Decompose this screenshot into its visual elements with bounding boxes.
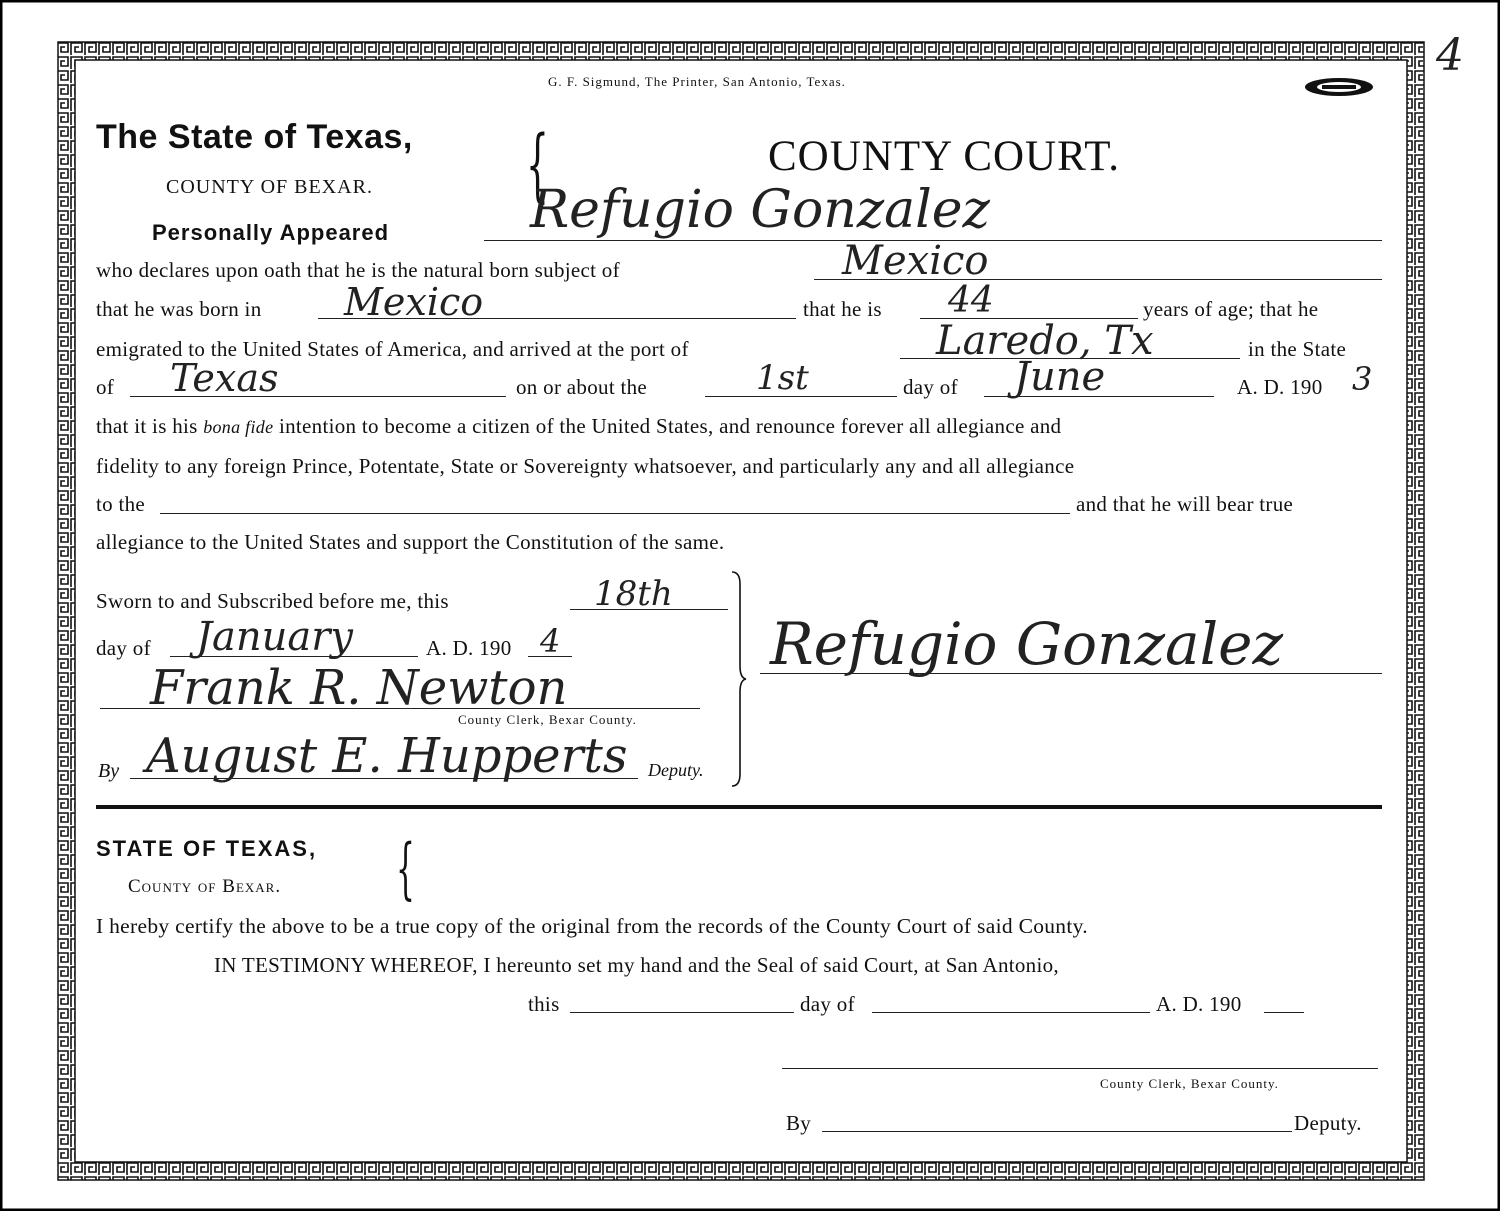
fidelity-line: fidelity to any foreign Prince, Potentate, State or Sovereignty whatsoever, and particularly any and all allegiance [96,454,1075,478]
subject-of-handwritten: Mexico [842,238,989,284]
personally-appeared-label: Personally Appeared [152,220,390,245]
declarant-name-handwritten: Refugio Gonzalez [530,180,990,240]
cert-day-line [570,1012,794,1013]
years-of-age-label: years of age; that he [1143,297,1319,321]
cert-month-line [872,1012,1150,1013]
sworn-brace [728,570,748,788]
cert-state-heading: STATE OF TEXAS, [96,836,318,861]
clerk-caption: County Clerk, Bexar County. [458,712,637,727]
state-heading: The State of Texas, [96,118,413,156]
declarant-signature: Refugio Gonzalez [770,610,1284,678]
printer-imprint: G. F. Sigmund, The Printer, San Antonio, Texas. [548,74,846,89]
sworn-year-digit-handwritten: 4 [540,622,561,660]
sworn-day-handwritten: 18th [594,574,673,614]
printer-logo-icon [1302,76,1376,98]
sworn-day-of-label: day of [96,636,151,660]
cert-day-of-label: day of [800,992,855,1016]
emigrated-label: emigrated to the United States of America, and arrived at the port of [96,337,689,361]
born-in-handwritten: Mexico [344,280,484,324]
cert-brace: { [396,830,415,907]
that-he-is-label: that he is [803,297,882,321]
cert-this-label: this [528,992,560,1016]
constitution-line: allegiance to the United States and support the Constitution of the same. [96,530,725,554]
sworn-label: Sworn to and Subscribed before me, this [96,589,449,613]
cert-ad-label: A. D. 190 [1156,992,1242,1016]
on-or-about-label: on or about the [516,375,648,399]
in-the-state-label: in the State [1248,337,1347,361]
bona-fide: bona fide [203,417,274,437]
intention-post: intention to become a citizen of the United States, and renounce forever all allegiance and [278,414,1062,438]
intention-pre: that it is his [96,414,198,438]
month-handwritten: June [1014,354,1106,400]
of-label: of [96,375,115,399]
state-handwritten: Texas [170,356,279,400]
port-handwritten: Laredo, Tx [936,318,1154,364]
age-handwritten: 44 [948,280,994,321]
bear-true-label: and that he will bear true [1076,492,1294,516]
cert-deputy-label: Deputy. [1294,1111,1362,1135]
cert-deputy-line [822,1131,1292,1132]
ad-year-label: A. D. 190 [1237,375,1323,399]
cert-county-heading: County of Bexar. [128,876,282,897]
clerk-signature: Frank R. Newton [150,660,568,716]
deputy-signature: August E. Hupperts [146,728,628,784]
to-the-label: to the [96,492,146,516]
year-digit-handwritten: 3 [1352,360,1373,398]
day-of-label: day of [903,375,958,399]
testimony-line: IN TESTIMONY WHEREOF, I hereunto set my hand and the Seal of said Court, at San Antonio, [214,953,1059,977]
intention-line [96,414,1061,439]
county-heading: COUNTY OF BEXAR. [166,176,373,198]
declaration-line-1: who declares upon oath that he is the natural born subject of [96,258,620,282]
day-handwritten: 1st [756,358,809,398]
certify-line: I hereby certify the above to be a true copy of the original from the records of the County Court of said County. [96,914,1088,938]
court-title: COUNTY COURT. [768,133,1121,180]
sovereign-line [160,513,1070,514]
header-brace: { [526,118,549,211]
deputy-by-label: By [98,760,120,782]
cert-clerk-line [782,1068,1378,1069]
sworn-ad-label: A. D. 190 [426,636,512,660]
cert-year-line [1264,1012,1304,1013]
born-in-label: that he was born in [96,297,262,321]
section-divider [96,805,1382,809]
sworn-month-handwritten: January [196,614,353,660]
cert-clerk-caption: County Clerk, Bexar County. [1100,1076,1279,1091]
corner-page-mark: 4 [1436,30,1464,81]
deputy-label: Deputy. [648,760,704,780]
cert-by-label: By [786,1111,812,1135]
